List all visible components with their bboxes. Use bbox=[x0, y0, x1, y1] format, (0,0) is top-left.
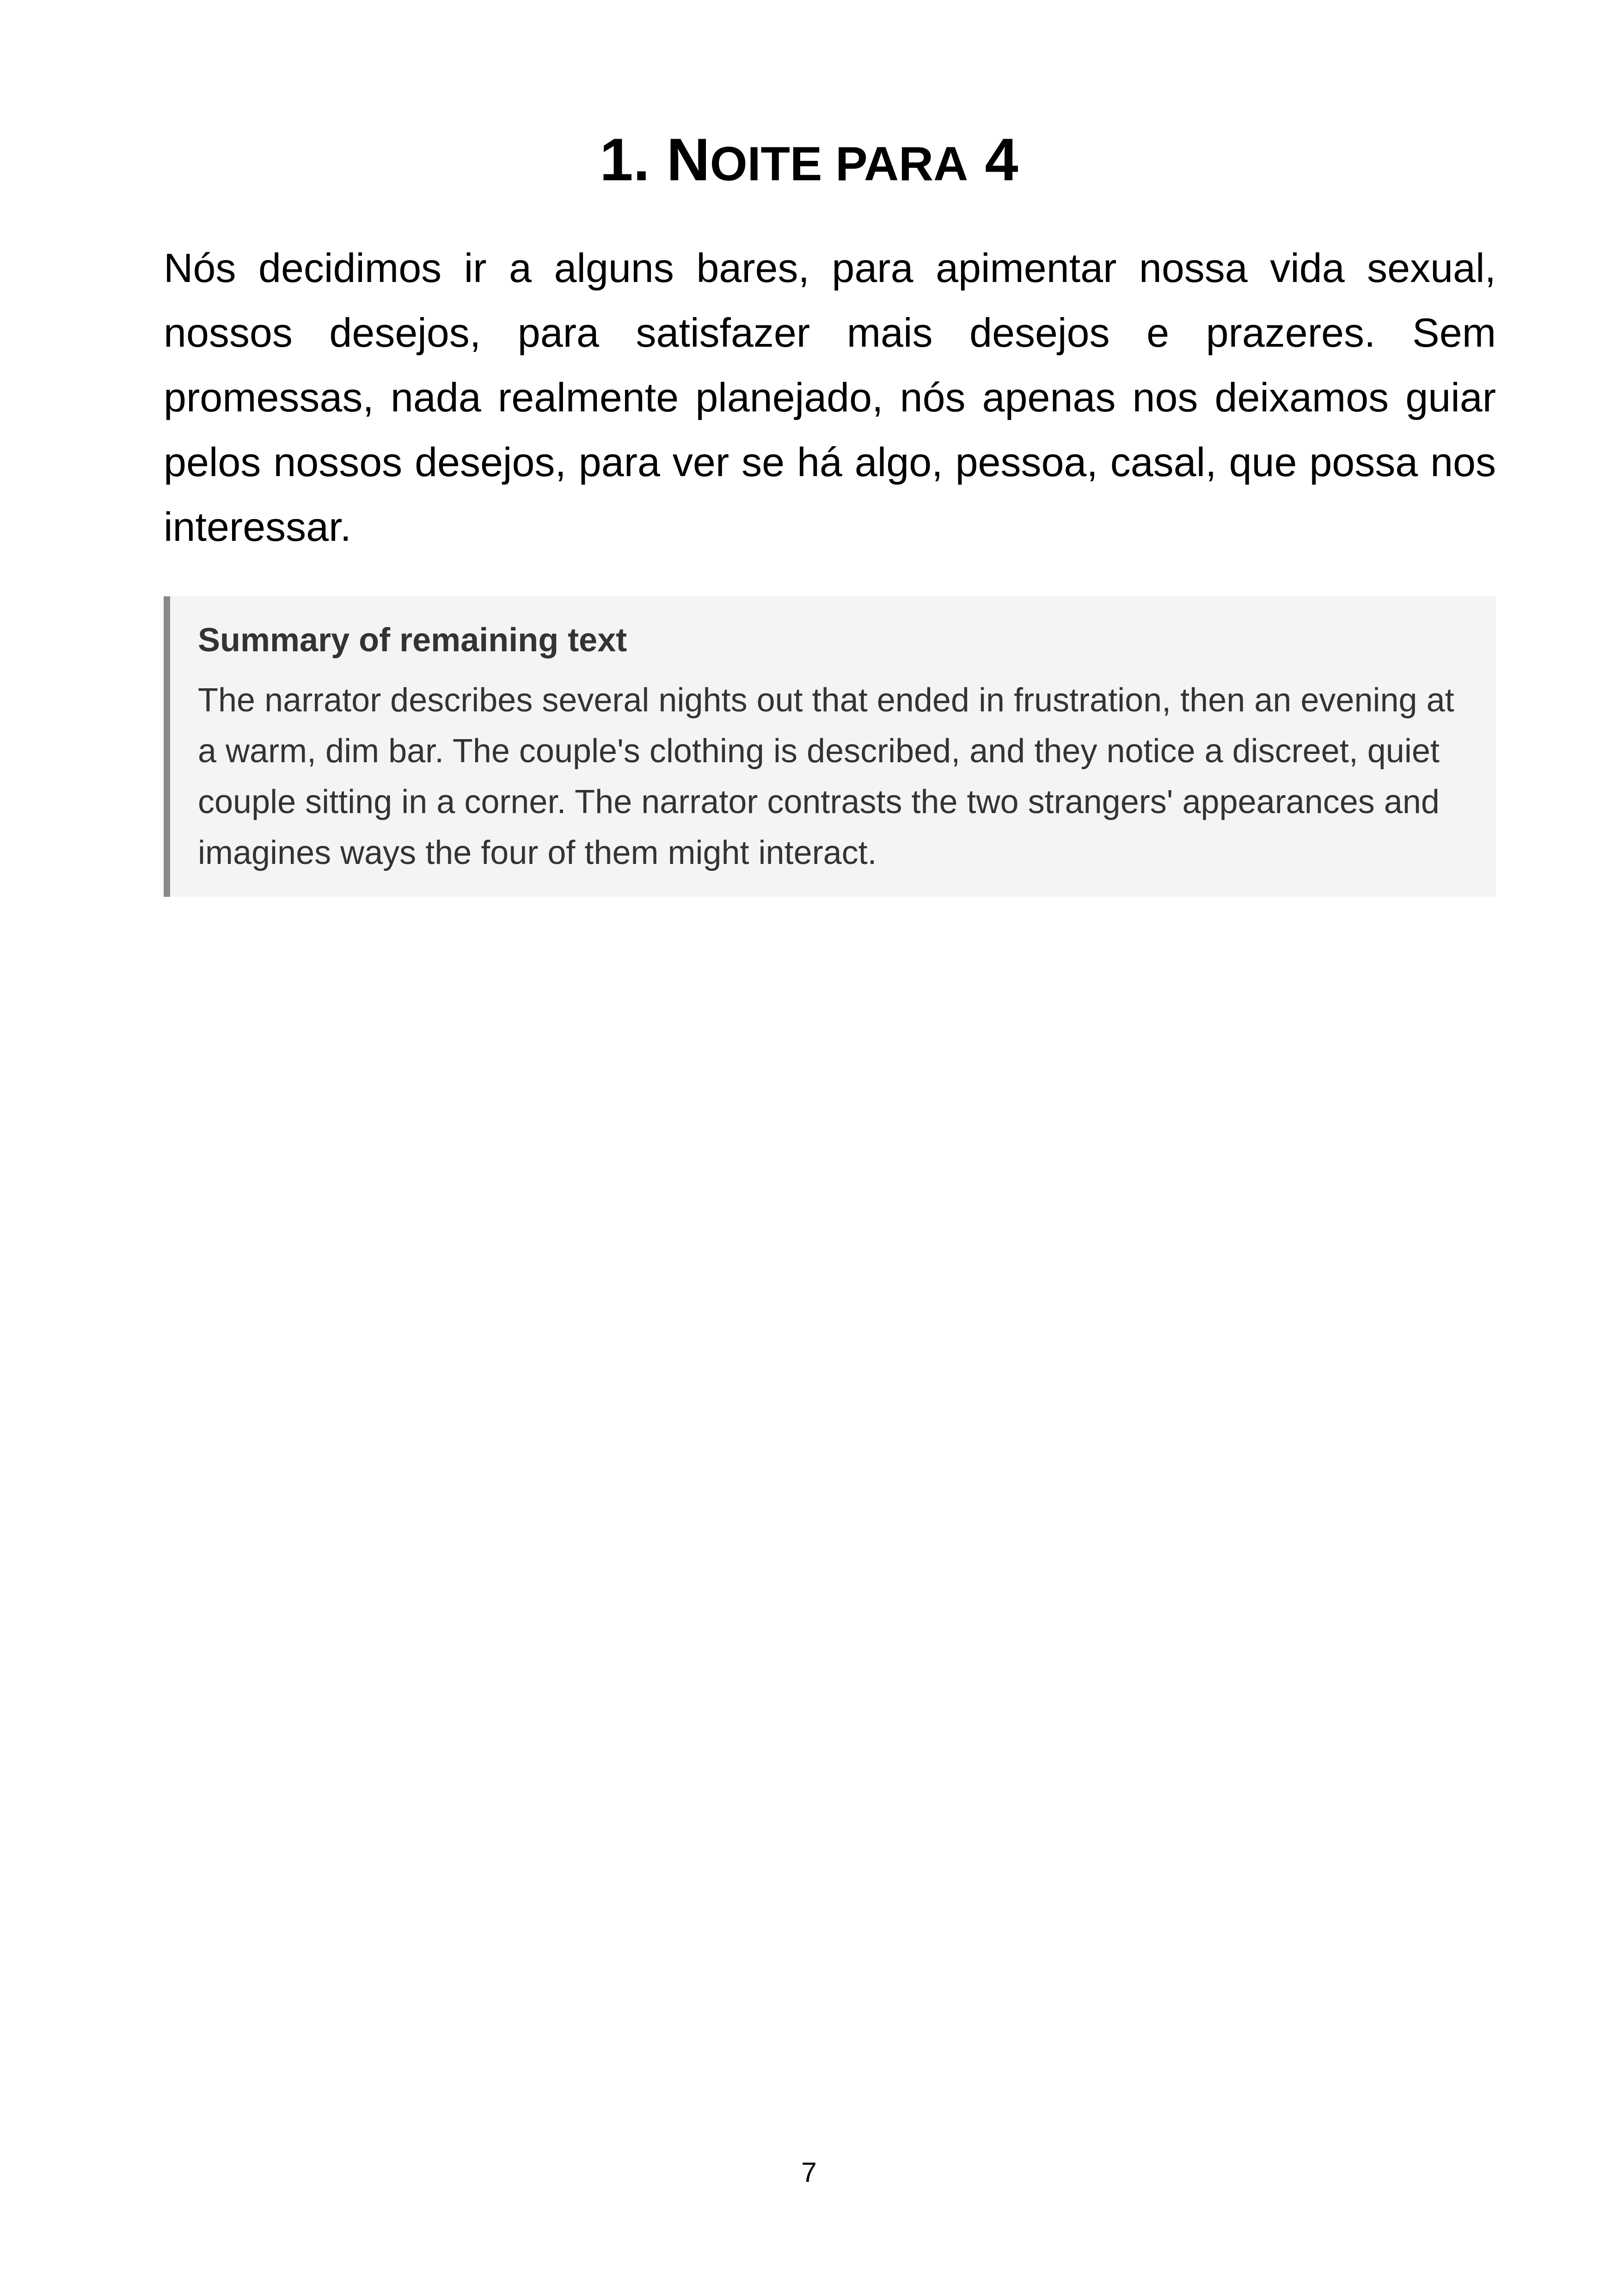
summary-text: The narrator describes several nights out that ended in frustration, then an evening at a warm, dim bar. The couple's clothing is described, and they notice a discreet, quiet couple sitting in a corner. The narrator contrasts the two strangers' appearances and imagines ways the four of them might interact. bbox=[198, 682, 1454, 871]
summary-label: Summary of remaining text bbox=[198, 622, 627, 659]
chapter-title-initial: N bbox=[666, 126, 710, 193]
chapter-title-number: 4 bbox=[985, 126, 1018, 193]
summary-block bbox=[164, 596, 1496, 897]
page-number: 7 bbox=[801, 2157, 817, 2188]
chapter-number: 1. bbox=[600, 126, 650, 193]
chapter-title-rest: OITE PARA bbox=[710, 137, 968, 191]
chapter-title bbox=[0, 125, 1618, 199]
body-text bbox=[164, 236, 1496, 897]
paragraph-1: Nós decidimos ir a alguns bares, para apimentar nossa vida sexual, nossos desejos, para satisfazer mais desejos e prazeres. Sem promessas, nada realmente planejado, nós apenas nos deixamos guiar pelos nossos desejos, para ver se há algo, pessoa, casal, que possa nos interessar. bbox=[164, 245, 1496, 550]
